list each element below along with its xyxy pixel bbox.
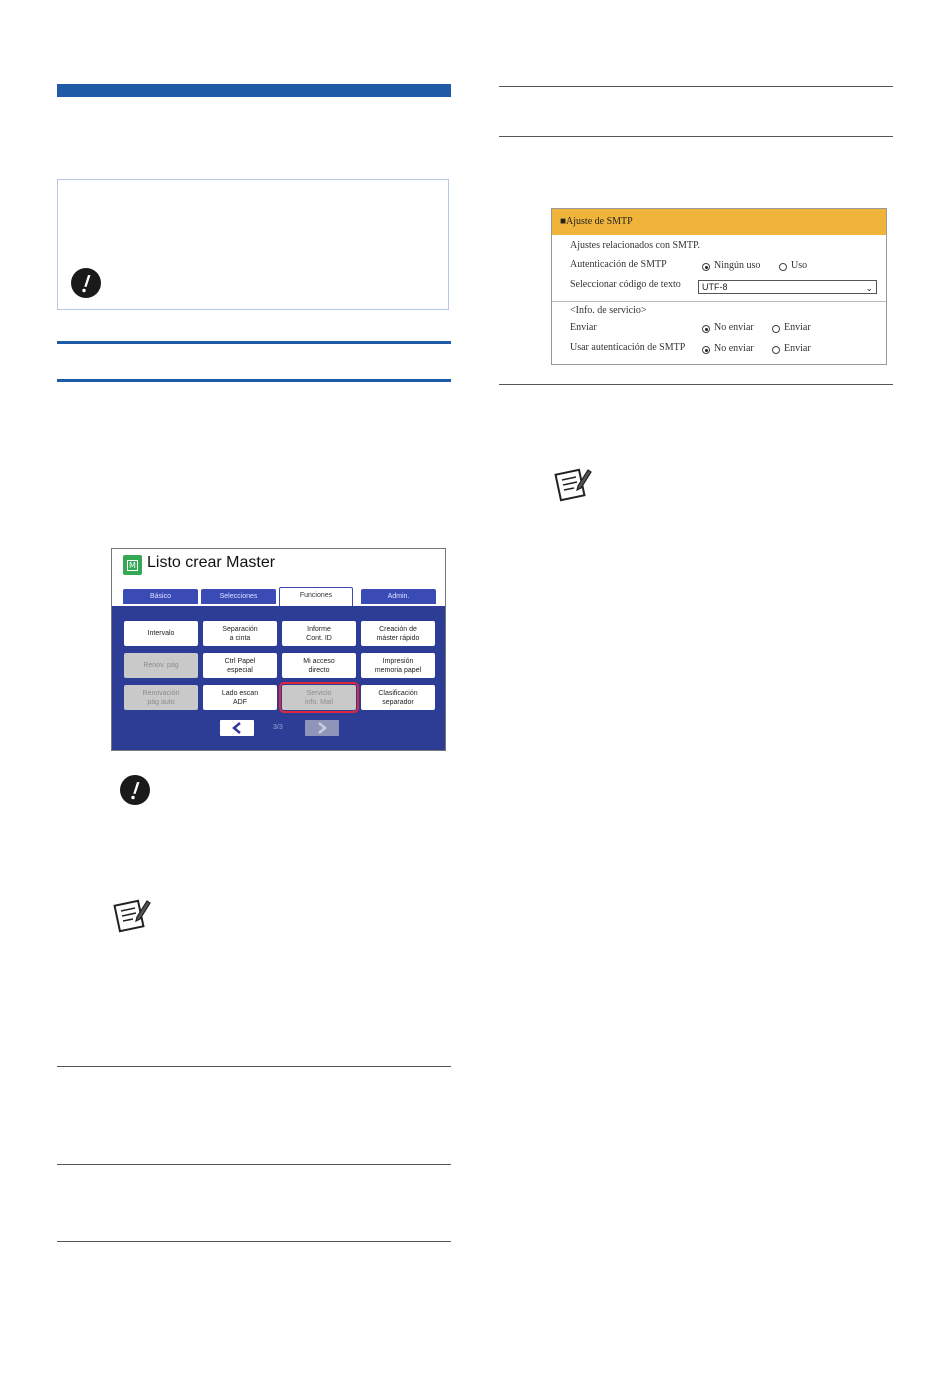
memo-pencil-icon (554, 464, 592, 508)
operation-panel-screenshot (111, 548, 446, 751)
note-box (57, 179, 449, 310)
ctrl-papel-especial-button[interactable]: Ctrl Papel especial (203, 653, 277, 678)
service-info-label: <Info. de servicio> (570, 305, 647, 316)
renovacion-pag-auto-button[interactable]: Renovación pág auto (124, 685, 198, 710)
tab-admin[interactable]: Admin. (361, 589, 436, 604)
previous-page-button[interactable] (220, 720, 254, 736)
smtp-header: ■Ajuste de SMTP (552, 209, 886, 235)
auth-ningun-uso-radio[interactable] (702, 263, 710, 271)
auth-uso-label: Uso (791, 260, 808, 271)
send-enviar-label: Enviar (784, 322, 811, 333)
divider (57, 1241, 451, 1242)
function-grid (112, 606, 445, 751)
master-mode-icon: M (123, 555, 142, 575)
smtp-auth-label: Autenticación de SMTP (570, 259, 667, 270)
chevron-down-icon: ⌄ (865, 283, 873, 293)
tab-bar (112, 587, 445, 606)
divider (499, 86, 893, 87)
smtp-separator (552, 301, 886, 302)
next-page-button[interactable] (305, 720, 339, 736)
use-auth-enviar-label: Enviar (784, 343, 811, 354)
send-no-enviar-radio[interactable] (702, 325, 710, 333)
mi-acceso-directo-button[interactable]: Mi acceso directo (282, 653, 356, 678)
use-auth-no-enviar-label: No enviar (714, 343, 754, 354)
use-auth-label: Usar autenticación de SMTP (570, 342, 686, 353)
panel-title: Listo crear Master (147, 554, 276, 571)
tab-basico[interactable]: Básico (123, 589, 198, 604)
auth-ningun-uso-label: Ningún uso (714, 260, 761, 271)
page-indicator: 3/3 (273, 724, 283, 731)
informe-cont-id-button[interactable]: Informe Cont. ID (282, 621, 356, 646)
section-heading-bar (57, 84, 451, 97)
subsection-rule-bottom (57, 379, 451, 382)
servicio-info-mail-button[interactable]: Servicio info. Mail (282, 685, 356, 710)
intervalo-button[interactable]: Intervalo (124, 621, 198, 646)
use-auth-no-enviar-radio[interactable] (702, 346, 710, 354)
separacion-cinta-button[interactable]: Separación a cinta (203, 621, 277, 646)
impresion-memoria-papel-button[interactable]: Impresión memoria papel (361, 653, 435, 678)
encoding-label: Seleccionar código de texto (570, 279, 681, 290)
smtp-section-label: Ajustes relacionados con SMTP. (570, 240, 700, 251)
divider (499, 384, 893, 385)
panel-header (112, 549, 445, 583)
chevron-right-icon (305, 720, 339, 736)
tab-funciones[interactable]: Funciones (279, 587, 353, 606)
encoding-value: UTF-8 (702, 282, 728, 292)
subsection-rule-top (57, 341, 451, 344)
memo-pencil-icon (113, 895, 151, 939)
creacion-master-rapido-button[interactable]: Creación de máster rápido (361, 621, 435, 646)
tab-selecciones[interactable]: Selecciones (201, 589, 276, 604)
smtp-settings-screenshot (551, 208, 887, 365)
renov-pag-button[interactable]: Renov. pág (124, 653, 198, 678)
lado-escan-adf-button[interactable]: Lado escan ADF (203, 685, 277, 710)
use-auth-enviar-radio[interactable] (772, 346, 780, 354)
send-label: Enviar (570, 322, 597, 333)
clasificacion-separador-button[interactable]: Clasificación separador (361, 685, 435, 710)
divider (57, 1164, 451, 1165)
chevron-left-icon (220, 720, 254, 736)
divider (57, 1066, 451, 1067)
encoding-select[interactable] (698, 280, 877, 294)
send-no-enviar-label: No enviar (714, 322, 754, 333)
divider (499, 136, 893, 137)
send-enviar-radio[interactable] (772, 325, 780, 333)
important-icon (120, 775, 150, 805)
important-icon (71, 268, 101, 298)
auth-uso-radio[interactable] (779, 263, 787, 271)
